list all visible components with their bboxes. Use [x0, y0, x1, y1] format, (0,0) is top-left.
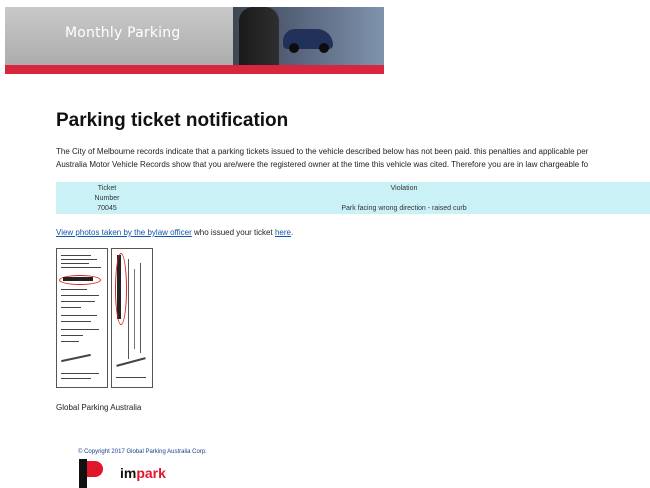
link-end-text: . — [290, 228, 294, 237]
banner-photo — [233, 7, 384, 67]
car-wheel-front — [289, 43, 299, 53]
photo-link-line — [56, 228, 293, 237]
ticket-number: 70045 — [97, 205, 117, 212]
violation-column — [158, 184, 650, 214]
logo-word-im: im — [120, 465, 137, 481]
header-banner — [5, 7, 384, 74]
link-middle-text: who issued your ticket — [191, 228, 275, 237]
header-violation: Violation — [390, 185, 418, 192]
spacer — [158, 194, 650, 204]
header-number: Number — [94, 195, 120, 202]
header-ticket: Ticket — [97, 185, 117, 192]
here-link[interactable]: here — [274, 228, 291, 237]
ticket-image-back[interactable] — [111, 248, 153, 388]
ticket-column — [56, 184, 158, 214]
view-photos-link[interactable]: View photos taken by the bylaw officer — [56, 228, 192, 237]
company-name: Global Parking Australia — [56, 403, 142, 412]
impark-logo-text — [120, 465, 166, 481]
ticket-table — [56, 182, 650, 214]
violation-text: Park facing wrong direction - raised curb — [341, 205, 467, 212]
page-title: Parking ticket notification — [56, 110, 289, 131]
banner-red-bar — [5, 65, 384, 74]
intro-text — [56, 145, 650, 171]
copyright-text: © Copyright 2017 Global Parking Australia Corp. — [78, 449, 207, 455]
intro-line-2: Australia Motor Vehicle Records show that you are/were the registered owner at the time this vehicle was cited. Therefore you are in law chargeable fo — [56, 160, 589, 169]
intro-line-1: The City of Melbourne records indicate that a parking tickets issued to the vehicle described below has not been paid. this penalties and applicable per — [56, 147, 589, 156]
person-figure — [239, 7, 279, 67]
logo-word-park: park — [136, 465, 166, 481]
impark-logo-icon — [79, 459, 105, 488]
ticket-image-front[interactable] — [56, 248, 108, 388]
banner-title: Monthly Parking — [65, 25, 181, 41]
car-wheel-rear — [319, 43, 329, 53]
